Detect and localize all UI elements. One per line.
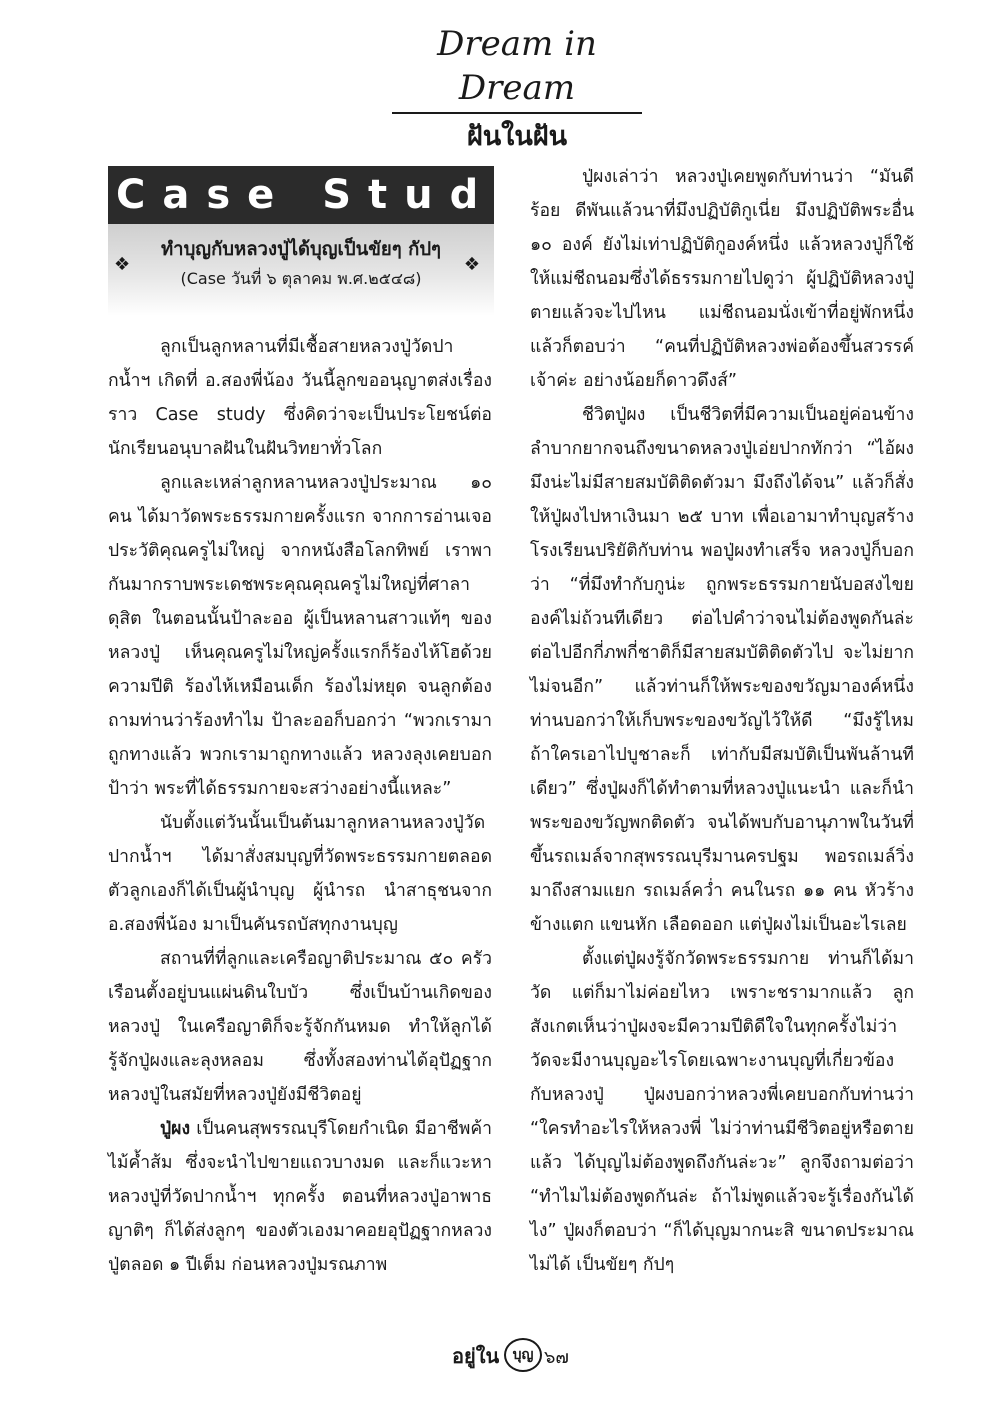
header-title-en: Dream in Dream [437,24,597,108]
page-header [392,22,642,154]
footer-logo-circle [504,1338,542,1372]
footer-logo-text: อยู่ใน [452,1344,500,1368]
paragraph: ลูกเป็นลูกหลานที่มีเชื้อสายหลวงปู่วัดปากน้ำฯ เกิดที่ อ.สองพี่น้อง วันนี้ลูกขออนุญาตส่งเรื่องราว Case study ซึ่งคิดว่าจะเป็นประโยชน์ต่อนักเรียนอนุบาลฝันในฝันวิทยาทั่วโลก [108,337,492,459]
header-rule [392,112,642,114]
page-footer [440,1334,600,1378]
paragraph: นับตั้งแต่วันนั้นเป็นต้นมาลูกหลานหลวงปู่วัดปากน้ำฯ ได้มาสั่งสมบุญที่วัดพระธรรมกายตลอด ตัวลูกเองก็ได้เป็นผู้นำบุญ ผู้นำรถ นำสาธุชนจาก อ.สองพี่น้อง มาเป็นคันรถบัสทุกงานบุญ [108,813,492,935]
left-column [108,330,492,1282]
case-subtitle-line1: ทำบุญกับหลวงปู่ได้บุญเป็นขัยๆ กัปๆ [160,239,441,260]
bold-name: ปู่ผง [160,1119,191,1139]
page-number: ๖๗ [544,1347,569,1368]
case-study-title: Case Study [108,166,494,224]
paragraph: ลูกและเหล่าลูกหลานหลวงปู่ประมาณ ๑๐ คน ได้มาวัดพระธรรมกายครั้งแรก จากการอ่านเจอประวัติคุณครูไม่ใหญ่ จากหนังสือโลกทิพย์ เราพากันมากราบพระเดชพระคุณคุณครูไม่ใหญ่ที่ศาลาดุสิต ในตอนนั้นป้าละออ ผู้เป็นหลานสาวแท้ๆ ของหลวงปู่ เห็นคุณครูไม่ใหญ่ครั้งแรกก็ร้องไห้โฮด้วยความปีติ ร้องไห้เหมือนเด็ก ร้องไม่หยุด จนลูกต้องถามท่านว่าร้องทำไม ป้าละออก็บอกว่า “พวกเรามาถูกทางแล้ว พวกเรามาถูกทางแล้ว หลวงลุงเคยบอกป้าว่า พระที่ได้ธรรมกายจะสว่างอย่างนี้แหละ” [108,473,492,799]
header-title-th: ฝันในฝัน [466,121,568,152]
footer-logo-circle-text: บุญ [512,1347,534,1363]
right-column [530,160,914,1282]
paragraph-text: เป็นคนสุพรรณบุรีโดยกำเนิด มีอาชีพค้าไม้ค้ำส้ม ซึ่งจะนำไปขายแถวบางมด และก็แวะหาหลวงปู่ที่วัดปากน้ำฯ ทุกครั้ง ตอนที่หลวงปู่อาพาธ ญาติๆ ก็ได้ส่งลูกๆ ของตัวเองมาคอยอุปัฏฐากหลวงปู่ตลอด ๑ ปีเต็ม ก่อนหลวงปู่มรณภาพ [108,1119,492,1275]
case-study-subtitle [108,224,494,316]
paragraph: ตั้งแต่ปู่ผงรู้จักวัดพระธรรมกาย ท่านก็ได้มาวัด แต่ก็มาไม่ค่อยไหว เพราะชรามากแล้ว ลูกสังเกตเห็นว่าปู่ผงจะมีความปีติดีใจในทุกครั้งไม่ว่าวัดจะมีงานบุญอะไรโดยเฉพาะงานบุญที่เกี่ยวข้องกับหลวงปู่ ปู่ผงบอกว่าหลวงพี่เคยบอกกับท่านว่า “ใครทำอะไรให้หลวงพี่ ไม่ว่าท่านมีชีวิตอยู่หรือตายแล้ว ได้บุญไม่ต้องพูดถึงกันล่ะวะ” ลูกจึงถามต่อว่า “ทำไมไม่ต้องพูดกันล่ะ ถ้าไม่พูดแล้วจะรู้เรื่องกันได้ไง” ปู่ผงก็ตอบว่า “ก็ได้บุญมากนะสิ ขนาดประมาณไม่ได้ เป็นขัยๆ กัปๆ [530,949,914,1275]
paragraph: ปู่ผงเล่าว่า หลวงปู่เคยพูดกับท่านว่า “มันดีร้อย ดีพันแล้วนาที่มึงปฏิบัติกูเนี่ย มึงปฏิบัติพระอื่น ๑๐ องค์ ยังไม่เท่าปฏิบัติกูองค์หนึ่ง แล้วหลวงปู่ก็ใช้ให้แม่ชีถนอมซึ่งได้ธรรมกายไปดูว่า ผู้ปฏิบัติหลวงปู่ตายแล้วจะไปไหน แม่ชีถนอมนั่งเข้าที่อยู่พักหนึ่งแล้วก็ตอบว่า “คนที่ปฏิบัติหลวงพ่อต้องขึ้นสวรรค์เจ้าค่ะ อย่างน้อยก็ดาวดึงส์” [530,167,914,391]
diamond-ornament-icon: ❖ [114,254,131,275]
case-subtitle-line2: (Case วันที่ ๖ ตุลาคม พ.ศ.๒๕๔๘) [180,269,422,288]
paragraph [108,1112,492,1282]
paragraph: ชีวิตปู่ผง เป็นชีวิตที่มีความเป็นอยู่ค่อนข้างลำบากยากจนถึงขนาดหลวงปู่เอ่ยปากทักว่า “ไอ้ผง มึงน่ะไม่มีสายสมบัติติดตัวมา มึงถึงได้จน” แล้วก็สั่งให้ปู่ผงไปหาเงินมา ๒๕ บาท เพื่อเอามาทำบุญสร้างโรงเรียนปริยัติกับท่าน พอปู่ผงทำเสร็จ หลวงปู่ก็บอกว่า “ที่มึงทำกับกูน่ะ ถูกพระธรรมกายนับอสงไขยองค์ไม่ถ้วนทีเดียว ต่อไปคำว่าจนไม่ต้องพูดกันล่ะ ต่อไปอีกกี่ภพกี่ชาติก็มีสายสมบัติติดตัวไป จะไม่ยากไม่จนอีก” แล้วท่านก็ให้พระของขวัญมาองค์หนึ่ง ท่านบอกว่าให้เก็บพระของขวัญไว้ให้ดี “มึงรู้ไหม ถ้าใครเอาไปบูชาละก็ เท่ากับมีสมบัติเป็นพันล้านทีเดียว” ซึ่งปู่ผงก็ได้ทำตามที่หลวงปู่แนะนำ และก็นำพระของขวัญพกติดตัว จนได้พบกับอานุภาพในวันที่ขึ้นรถเมล์จากสุพรรณบุรีมานครปฐม พอรถเมล์วิ่งมาถึงสามแยก รถเมล์คว่ำ คนในรถ ๑๑ คน หัวร้างข้างแตก แขนหัก เลือดออก แต่ปู่ผงไม่เป็นอะไรเลย [530,405,914,935]
paragraph: สถานที่ที่ลูกและเครือญาติประมาณ ๕๐ ครัวเรือนตั้งอยู่บนแผ่นดินใบบัว ซึ่งเป็นบ้านเกิดของหลวงปู่ ในเครือญาติก็จะรู้จักกันหมด ทำให้ลูกได้รู้จักปู่ผงและลุงหลอม ซึ่งทั้งสองท่านได้อุปัฏฐากหลวงปู่ในสมัยที่หลวงปู่ยังมีชีวิตอยู่ [108,949,492,1105]
diamond-ornament-icon: ❖ [463,254,480,275]
case-study-box [108,166,539,316]
